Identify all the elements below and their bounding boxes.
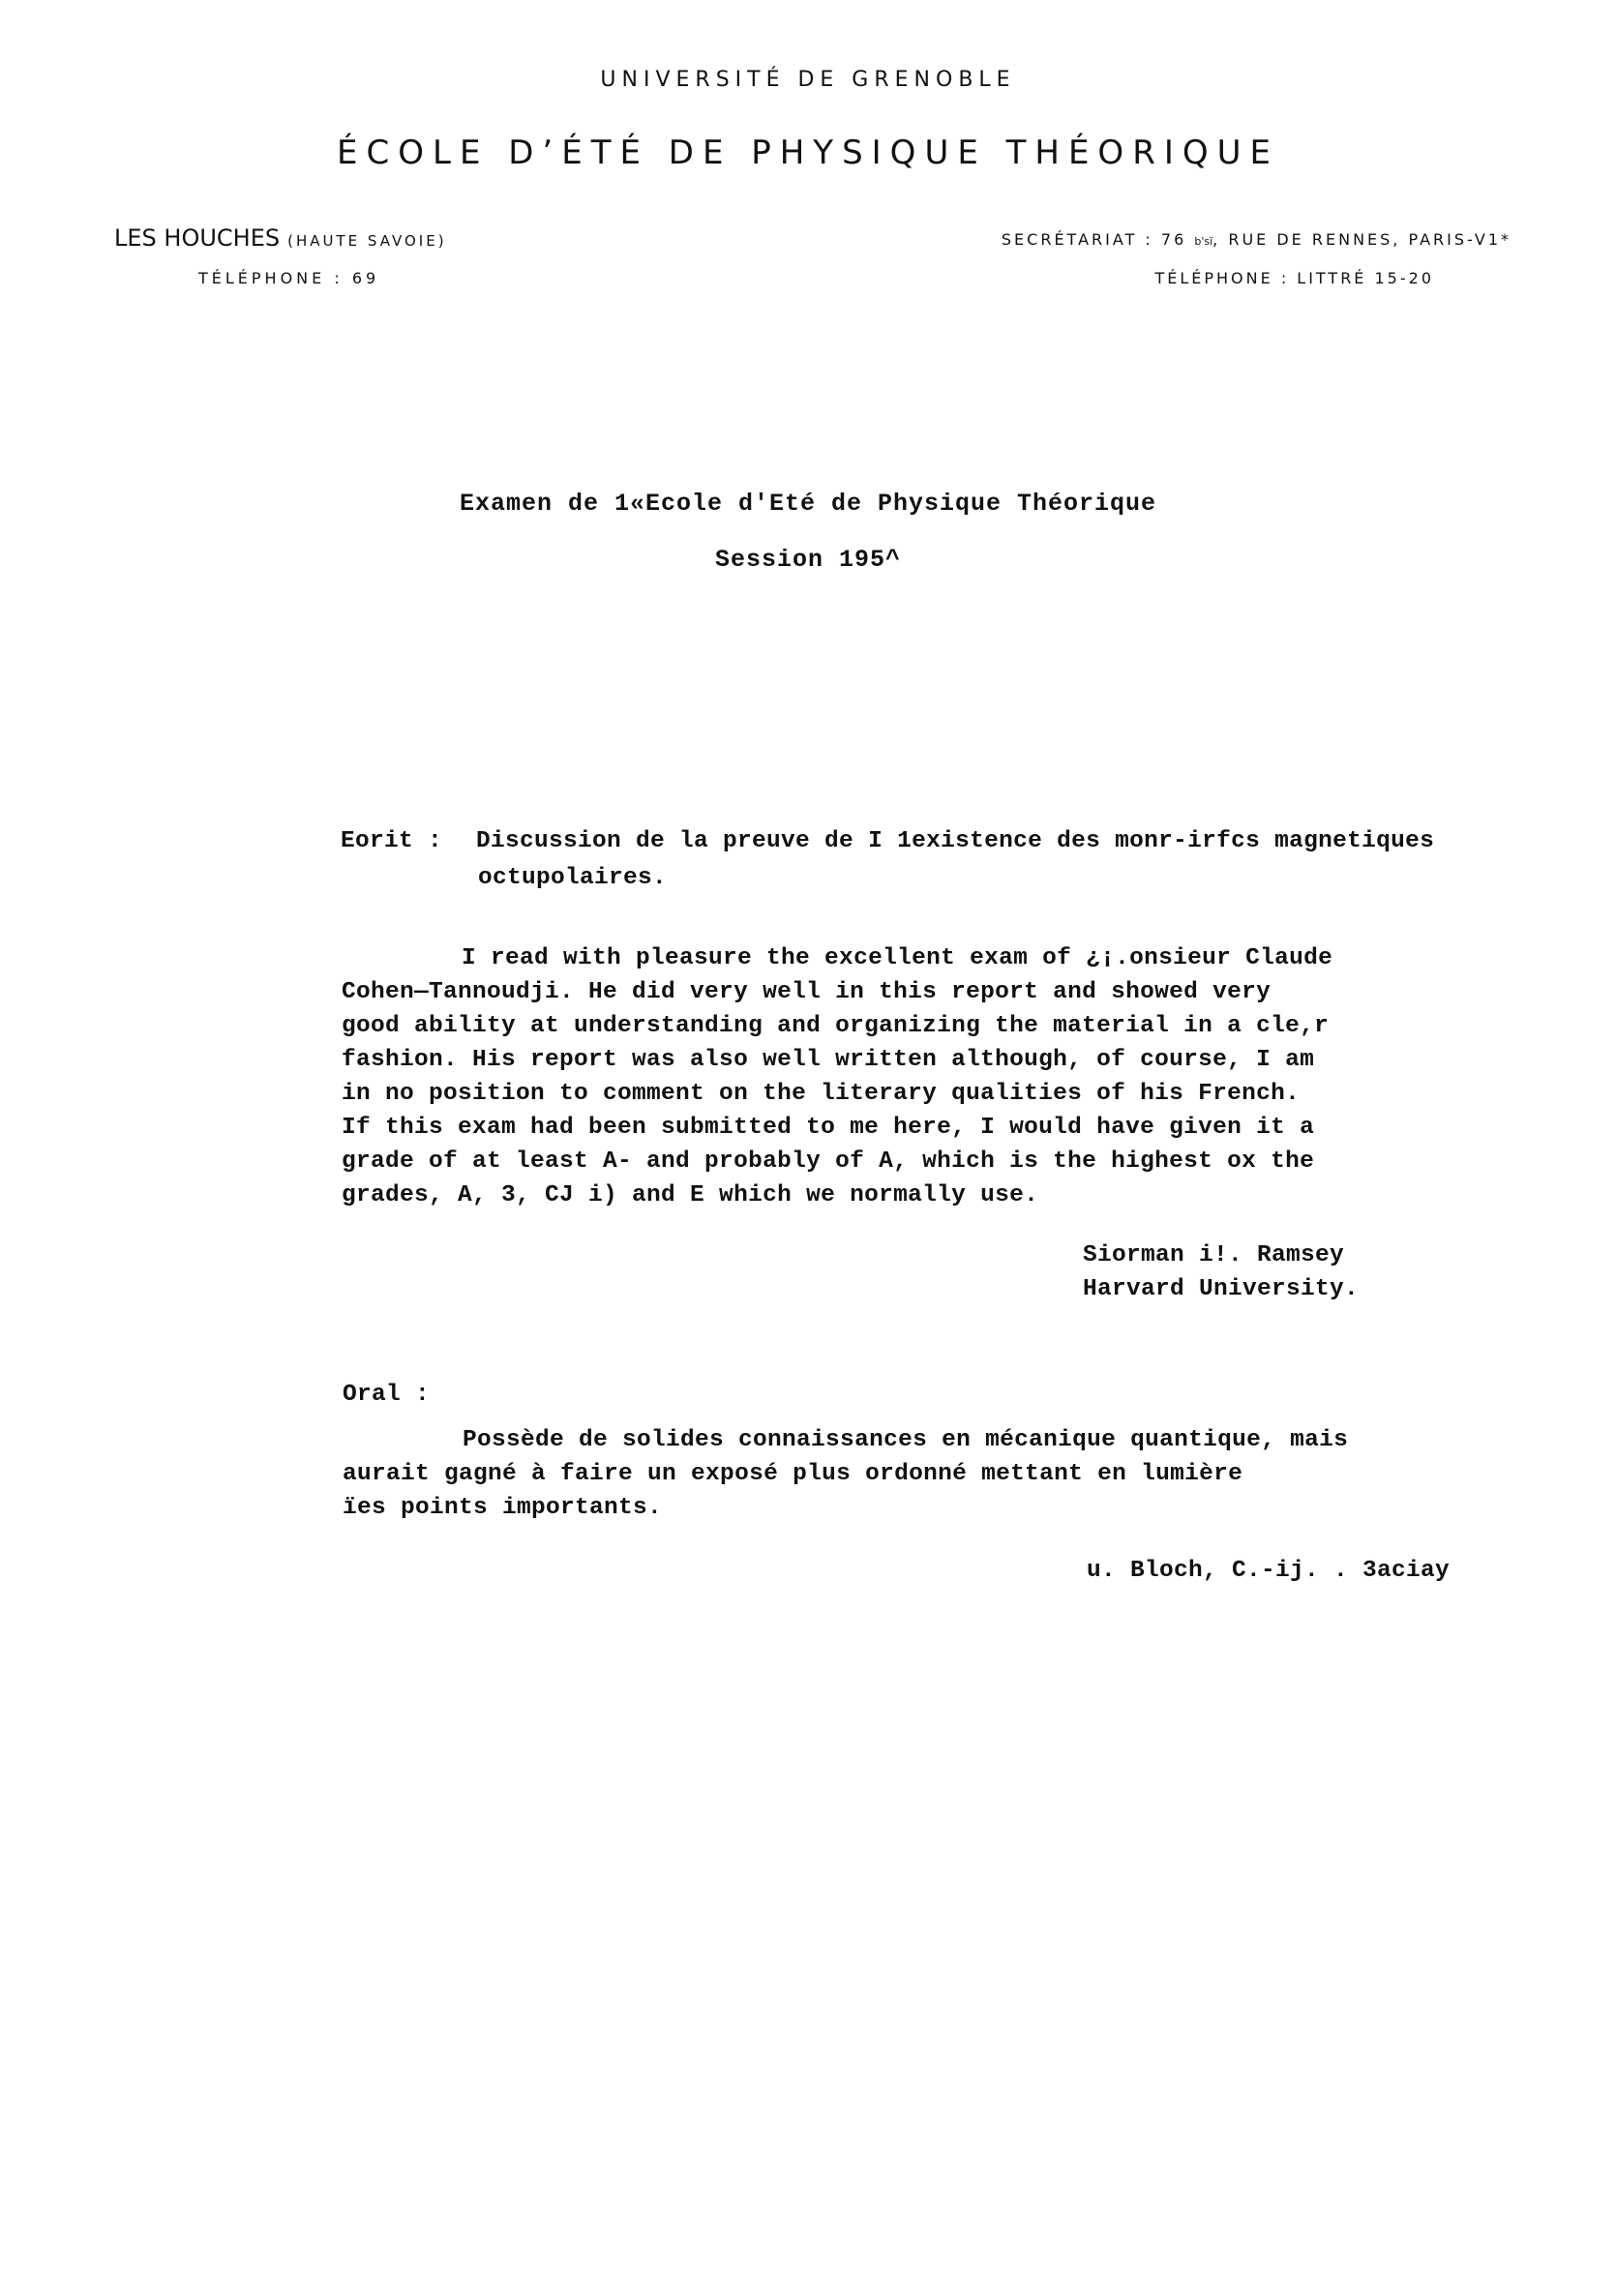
oral-line: Possède de solides connaissances en mécanique quantique, mais (463, 1427, 1349, 1453)
ecrit-subject-line1: Discussion de la preuve de I 1existence des monr-irfcs magnetiques (476, 828, 1435, 854)
signature-name: Siorman i!. Ramsey (1083, 1242, 1345, 1268)
secretariat-address (1002, 230, 1511, 249)
exam-title: Examen de 1«Ecole d'Eté de Physique Théorique (459, 490, 1157, 518)
report-line: grades, A, 3, CJ i) and E which we normally use. (342, 1182, 1039, 1208)
location-region: (HAUTE SAVOIE) (287, 232, 447, 250)
report-line: I read with pleasure the excellent exam of ¿¡.onsieur Claude (462, 945, 1333, 971)
session-line: Session 195^ (714, 546, 902, 574)
secretariat-bis: b'sï (1194, 235, 1213, 248)
report-line: If this exam had been submitted to me here, I would have given it a (342, 1115, 1315, 1141)
report-line: in no position to comment on the literary qualities of his French. (342, 1081, 1301, 1107)
report-paragraph (342, 941, 1532, 1212)
report-signature (1083, 1238, 1359, 1306)
oral-signature: u. Bloch, C.-ij. . 3aciay (1087, 1558, 1451, 1584)
location-name: LES HOUCHES (114, 224, 281, 252)
oral-paragraph (343, 1423, 1348, 1525)
oral-line: ïes points importants. (343, 1495, 663, 1521)
ecrit-label: Eorit : (341, 828, 443, 854)
oral-line: aurait gagné à faire un exposé plus ordonné mettant en lumière (343, 1461, 1243, 1487)
university-name: UNIVERSITÉ DE GRENOBLE (600, 68, 1016, 92)
report-line: fashion. His report was also well written although, of course, I am (342, 1047, 1315, 1073)
signature-affiliation: Harvard University. (1083, 1276, 1360, 1302)
location (114, 224, 447, 252)
report-line: good ability at understanding and organizing the material in a cle,r (342, 1013, 1330, 1039)
secretariat-prefix: SECRÉTARIAT : 76 (1001, 230, 1195, 249)
secretariat-suffix: , RUE DE RENNES, PARIS-V1* (1212, 230, 1511, 249)
telephone-right: TÉLÉPHONE : LITTRÉ 15-20 (1154, 269, 1434, 287)
report-line: grade of at least A- and probably of A, which is the highest ox the (342, 1148, 1315, 1175)
oral-label: Oral : (343, 1382, 431, 1408)
school-name: ÉCOLE D’ÉTÉ DE PHYSIQUE THÉORIQUE (337, 134, 1279, 172)
ecrit-subject-line2: octupolaires. (478, 865, 668, 891)
telephone-left: TÉLÉPHONE : 69 (198, 269, 380, 287)
report-line: Cohen—Tannoudji. He did very well in this report and showed very (342, 979, 1272, 1005)
